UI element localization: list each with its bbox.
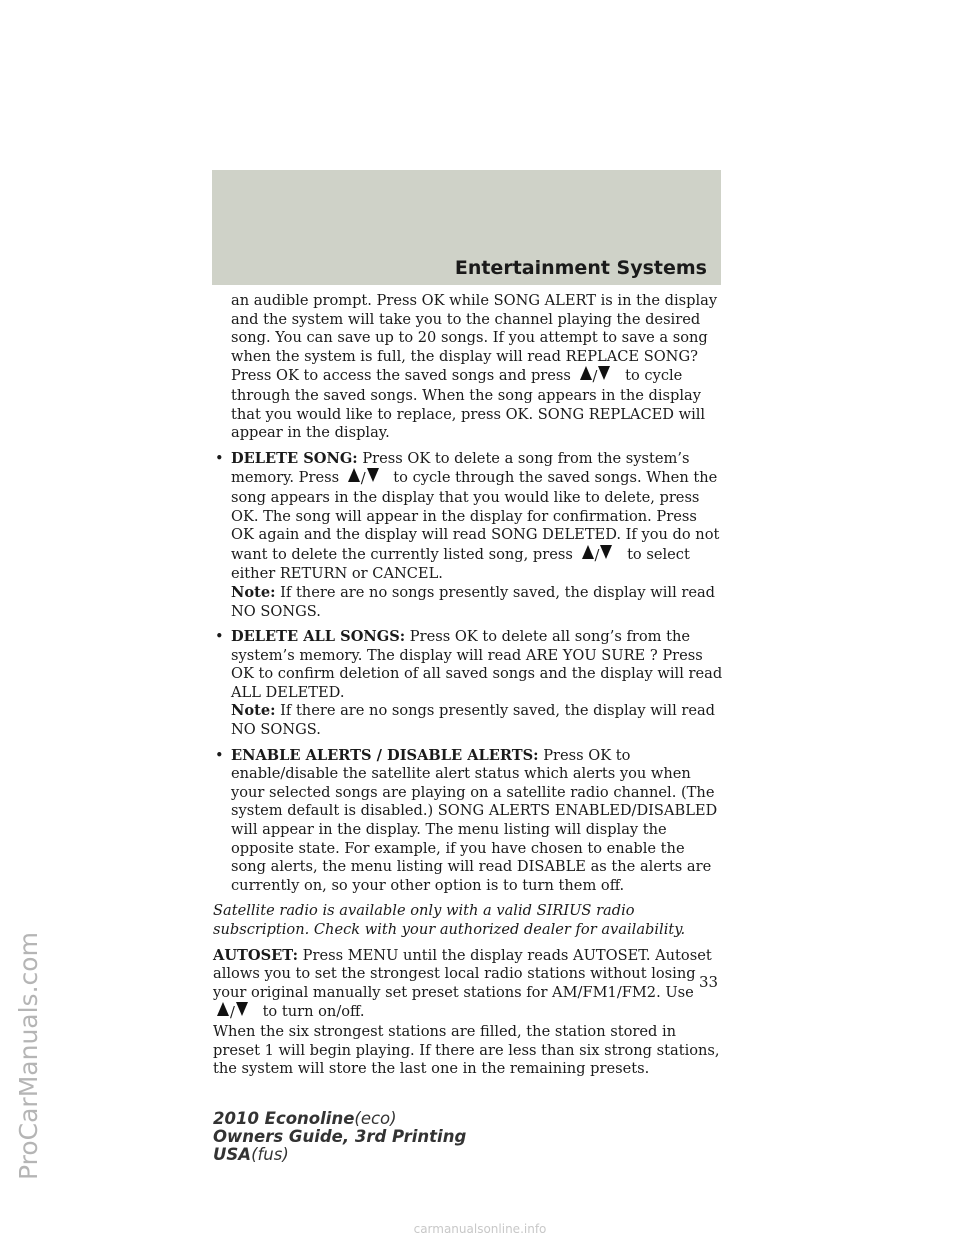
bullet: •	[215, 449, 224, 467]
slash: /	[230, 1004, 235, 1022]
bullet: •	[215, 628, 224, 646]
bullet: •	[215, 746, 224, 764]
list-item-delete-all-songs	[213, 628, 723, 740]
text-span: Press OK to delete a song from the system’s memory. Press	[231, 449, 690, 487]
page-number: 33	[699, 973, 719, 991]
up-down-arrow-buttons	[217, 1002, 248, 1023]
text-span: Press OK to delete all song’s from the system’s memory. The display will read ARE YOU SURE ? Press OK to confirm deletion of all saved songs and the display will read ALL DELETED.	[231, 628, 723, 701]
footer-line-region	[213, 1146, 466, 1164]
list-item-alerts	[213, 747, 723, 896]
down-arrow-icon	[600, 545, 612, 559]
text-span: Press OK to enable/disable the satellite alert status which alerts you when your selected songs are playing on a satellite radio channel. (The system default is disabled.) SONG ALERTS ENABLED/DISABLED will appear in the display. The menu listing will display the opposite state. For example, if you have chosen to enable the song alerts, the menu listing will read DISABLE as the alerts are currently on, so your other option is to turn them off.	[231, 746, 718, 894]
side-watermark: ProCarManuals.com	[14, 932, 43, 1180]
footer-model-code: (eco)	[354, 1109, 397, 1128]
satellite-note: Satellite radio is available only with a valid SIRIUS radio subscription. Check with your authorized dealer for availability.	[213, 902, 686, 938]
text-span: an audible prompt. Press OK while SONG ALERT is in the display and the system will take you to the channel playing the desired song. You can save up to 20 songs. If you attempt to save a song when the system is full, the display will read REPLACE SONG? Press OK to access the saved songs and press	[231, 292, 718, 385]
section-title: Entertainment Systems	[454, 257, 707, 279]
footer	[213, 1110, 466, 1164]
note-label: Note:	[231, 702, 276, 720]
text-span: to cycle through the saved songs. When the song appears in the display that you would like to delete, press OK. The song will appear in the display for confirmation. Press OK again and the display will read SONG DELETED. If you do not want to delete the currently listed song, press	[231, 469, 720, 563]
note-label: Note:	[231, 583, 276, 601]
term-label: DELETE ALL SONGS:	[231, 628, 406, 646]
footer-model: 2010 Econoline	[213, 1109, 355, 1128]
list-item-delete-song	[213, 450, 723, 621]
up-arrow-icon	[580, 366, 592, 380]
footer-region: USA	[213, 1145, 252, 1164]
up-arrow-icon	[582, 545, 594, 559]
footer-line-guide: Owners Guide, 3rd Printing	[213, 1127, 467, 1146]
up-down-arrow-buttons	[582, 545, 613, 566]
text-span: When the six strongest stations are filled, the station stored in preset 1 will begin playing. If there are less than six strong stations, the system will store the last one in the remaining presets.	[213, 1022, 720, 1078]
up-down-arrow-buttons	[580, 366, 611, 387]
note-text: If there are no songs presently saved, the display will read NO SONGS.	[231, 583, 716, 620]
bottom-watermark: carmanualsonline.info	[413, 1222, 547, 1236]
down-arrow-icon	[598, 366, 610, 380]
note-text: If there are no songs presently saved, the display will read NO SONGS.	[231, 702, 716, 739]
page-body	[213, 292, 723, 1086]
term-label: DELETE SONG:	[231, 449, 358, 467]
up-arrow-icon	[217, 1002, 229, 1016]
text-span: Press MENU until the display reads AUTOSET. Autoset allows you to set the strongest local radio stations without losing your original manually set preset stations for AM/FM1/FM2. Use	[213, 946, 712, 1001]
slash: /	[592, 368, 598, 386]
footer-region-code: (fus)	[251, 1145, 289, 1164]
autoset-paragraph	[213, 947, 723, 1079]
term-label: ENABLE ALERTS / DISABLE ALERTS:	[231, 746, 539, 764]
section-header-band	[212, 170, 721, 285]
term-label: AUTOSET:	[213, 946, 299, 964]
slash: /	[594, 546, 600, 564]
text-span: to select either RETURN or CANCEL.	[231, 545, 690, 583]
down-arrow-icon	[236, 1002, 248, 1016]
slash: /	[360, 470, 366, 488]
text-span: to cycle through the saved songs. When the song appears in the display that you would like to replace, press OK. SONG REPLACED will appear in the display.	[231, 367, 706, 442]
footer-line-model	[213, 1110, 466, 1128]
up-down-arrow-buttons	[348, 468, 379, 489]
text-span: to turn on/off.	[262, 1003, 365, 1021]
down-arrow-icon	[367, 468, 379, 482]
up-arrow-icon	[348, 468, 360, 482]
song-alert-continuation	[213, 292, 723, 443]
